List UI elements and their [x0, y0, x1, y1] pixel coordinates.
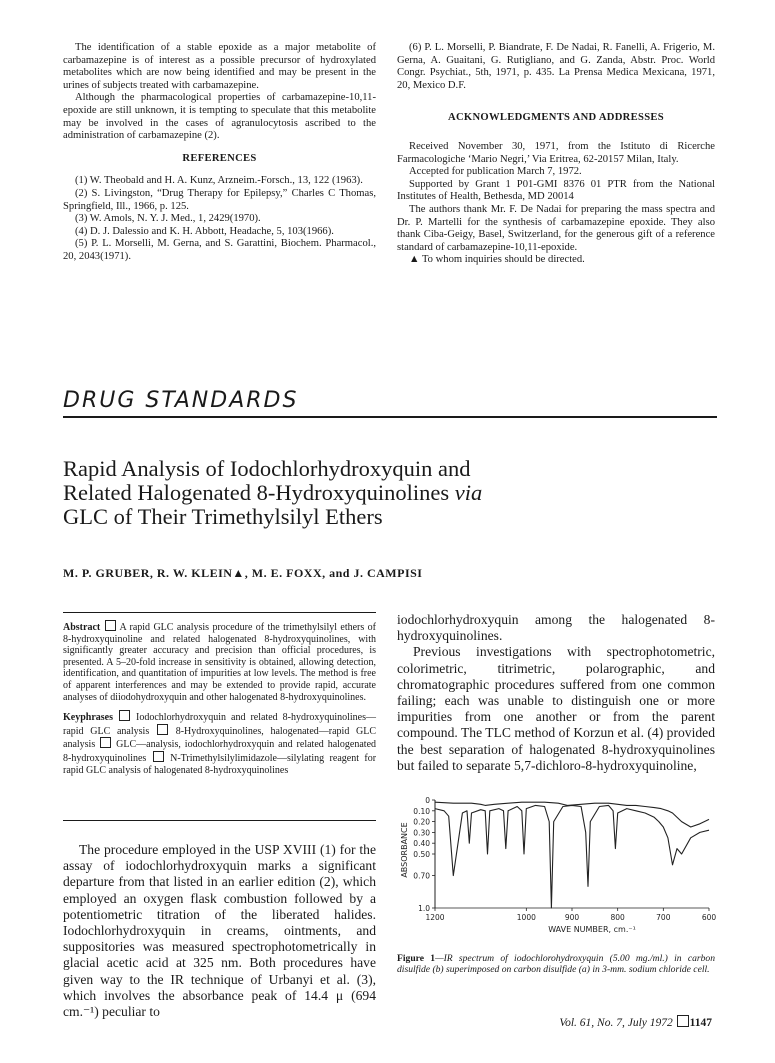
y-tick-label: 0.40: [413, 839, 430, 849]
abstract-box: [63, 620, 376, 783]
y-tick-label: 0.50: [413, 850, 430, 859]
reference-item: (4) D. J. Dalessio and K. H. Abbott, Headache, 5, 103(1966).: [75, 225, 334, 237]
title-text: Related Halogenated 8-Hydroxyquinolines: [63, 480, 450, 505]
keyphrase: 8-Hydroxyquinolines, halogenated—rapid GLC analysis: [63, 725, 377, 751]
accepted-text: Accepted for publication March 7, 1972.: [409, 166, 582, 178]
keyphrases-paragraph: [63, 710, 376, 776]
square-icon: [119, 710, 130, 721]
body-left-column: [63, 842, 376, 1020]
square-icon: [677, 1015, 689, 1027]
page-footer: [559, 1015, 712, 1029]
journal-info: Vol. 61, No. 7, July 1972: [559, 1017, 673, 1029]
author-list: M. P. GRUBER, R. W. KLEIN▲, M. E. FOXX, and J. CAMPISI: [63, 566, 423, 580]
y-tick-label: 1.0: [418, 904, 430, 913]
x-tick-label: 900: [564, 913, 580, 922]
y-tick-label: 0.10: [413, 806, 430, 816]
reference-item: (5) P. L. Morselli, M. Gerna, and S. Garattini, Biochem. Pharmacol., 20, 2043(1971).: [63, 238, 376, 262]
title-line: Rapid Analysis of Iodochlorhydroxyquin and: [63, 456, 471, 481]
supported-text: Supported by Grant 1 P01-GMI 8376 01 PTR from the National Institutes of Health, Bethesda, MD 20014: [397, 178, 715, 203]
title-line: [63, 481, 703, 505]
y-tick-label: 0.20: [413, 817, 430, 827]
top-left-column: [63, 42, 376, 264]
section-title: DRUG STANDARDS: [63, 388, 299, 413]
keyphrase: N-Trimethylsilylimidazole—silylating reagent for rapid GLC analysis of halogenated 8-hydroxyquinolines: [63, 752, 377, 776]
x-tick-label: 800: [610, 913, 625, 922]
abstract-bottom-rule: [63, 820, 376, 821]
x-axis-label: WAVE NUMBER, cm.⁻¹: [548, 925, 636, 934]
square-icon: [153, 751, 164, 762]
x-tick-label: 1200: [425, 913, 445, 922]
y-tick-label: 0.70: [413, 871, 430, 881]
abstract-label: Abstract: [63, 622, 101, 633]
inquiries-note: ▲ To whom inquiries should be directed.: [409, 254, 585, 266]
square-icon: [105, 620, 116, 631]
x-tick-label: 1000: [516, 913, 536, 922]
x-tick-label: 700: [656, 913, 671, 922]
square-icon: [157, 724, 168, 735]
thanks-text: The authors thank Mr. F. De Nadai for preparing the mass spectra and Dr. P. Martelli for the synthesis of carbamazepine epoxide. They also thank Ciba-Geigy, Basel, Switzerland, for the generous gift of a reference standard of carbamazepine-10,11-epoxide.: [397, 203, 715, 253]
x-tick-label: 600: [701, 913, 717, 922]
series-line-b: [435, 805, 709, 908]
body-right-column: [397, 612, 715, 774]
caption-text: —IR spectrum of iodochlorohydroxyquin (5.00 mg./ml.) in carbon disulfide (b) superimposed on carbon disulfide (a) in 3-mm. sodium chloride cell.: [397, 953, 715, 976]
reference-item: (2) S. Livingston, “Drug Therapy for Epilepsy,” Charles C Thomas, Springfield, Ill., 1966, p. 125.: [63, 187, 376, 212]
top-right-column: [397, 42, 715, 267]
body-paragraph: iodochlorhydroxyquin among the halogenated 8-hydroxyquinolines.: [397, 612, 715, 644]
reference-item: (1) W. Theobald and H. A. Kunz, Arzneim.-Forsch., 13, 122 (1963).: [75, 175, 363, 187]
ir-spectrum-figure: [397, 788, 717, 948]
body-paragraph: Previous investigations with spectrophotometric, colorimetric, titrimetric, polarographic, and chromatographic procedures suffered from one common failing; each was unable to distinguish one or more impurities from one another or from the parent compound. The TLC method of Korzun et al. (4) provided the best separation of halogenated 8-hydroxyquinolines but failed to separate 5,7-dichloro-8-hydroxyquinoline,: [397, 644, 715, 773]
y-tick-label: 0: [425, 796, 430, 805]
keyphrase: Iodochlorhydroxyquin and related 8-hydroxyquinolines—rapid GLC analysis: [63, 712, 377, 737]
title-line: GLC of Their Trimethylsilyl Ethers: [63, 504, 383, 529]
received-text: Received November 30, 1971, from the Istituto di Ricerche Farmacologiche ‘Mario Negri,’ Via Eritrea, 62-20157 Milan, Italy.: [397, 140, 715, 165]
y-tick-label: 0.30: [413, 828, 430, 838]
references-heading: REFERENCES: [182, 152, 257, 164]
page-number: 1147: [689, 1017, 712, 1029]
keyphrase: GLC—analysis, iodochlorhydroxyquin and related halogenated 8-hydroxyquinolines: [63, 739, 377, 764]
paragraph: The identification of a stable epoxide as a major metabolite of carbamazepine is of interest as a possible precursor of hydroxylated metabolites which are now being identified and may be present in the urines of subjects treated with carbamazepine.: [63, 42, 376, 91]
article-title: [63, 457, 703, 529]
title-text: via: [454, 480, 483, 505]
reference-list: [63, 175, 376, 263]
acknowledgments-heading: ACKNOWLEDGMENTS AND ADDRESSES: [448, 112, 664, 124]
y-axis-label: ABSORBANCE: [400, 822, 409, 878]
ir-spectrum-chart: [397, 788, 717, 948]
reference-item: (3) W. Amols, N. Y. J. Med., 1, 2429(1970).: [75, 213, 261, 225]
figure-caption: [397, 953, 715, 976]
caption-label: Figure 1: [397, 953, 436, 964]
section-rule: [63, 416, 717, 418]
square-icon: [100, 737, 111, 748]
abstract-top-rule: [63, 612, 376, 613]
paragraph: Although the pharmacological properties of carbamazepine-10,11-epoxide are still unknown, it is tempting to speculate that this metabolite may be involved in the cases of agranulocytosis ascribed to the administration of carbamazepine (2).: [63, 92, 376, 142]
abstract-text: A rapid GLC analysis procedure of the trimethylsilyl ethers of 8-hydroxyquinoline and related halogenated 8-hydroxyquinolines, with significantly greater accuracy and precision than official procedures, is presented. A 5–20-fold increase in sensitivity is obtained, allowing detection, identification, and quantitation of impurities at low levels. The method is free of apparent interferences and may be extended to provide rapid, accurate analyses of diiodohydroxyquin and other halogenated 8-hydroxyquinolines.: [63, 622, 376, 703]
abstract-paragraph: [63, 620, 376, 703]
body-paragraph: The procedure employed in the USP XVIII (1) for the assay of iodochlorhydroxyquin marks a significant departure from that listed in an earlier edition (2), which employed an oxygen flask combustion followed by a potentiometric titration of the liberated halides. Iodochlorhydroxyquin in creams, ointments, and suppositories was measured spectrophotometrically in glacial acetic acid at 325 nm. Both procedures have given way to the IR technique of Urbanyi et al. (3), which involves the absorbance peak of 14.4 μ (694 cm.⁻¹) peculiar to: [63, 842, 376, 1020]
reference-item: (6) P. L. Morselli, P. Biandrate, F. De Nadai, R. Fanelli, A. Frigerio, M. Gerna, A. Guaitani, G. Rutigliano, and G. Zanda, Abstr. Proc. World Congr. Psychiat., 5th, 1971, p. 435. La Prensa Medica Mexicana, 1971, 20, Mexico D.F.: [397, 42, 715, 91]
keyphrases-label: Keyphrases: [63, 712, 113, 724]
